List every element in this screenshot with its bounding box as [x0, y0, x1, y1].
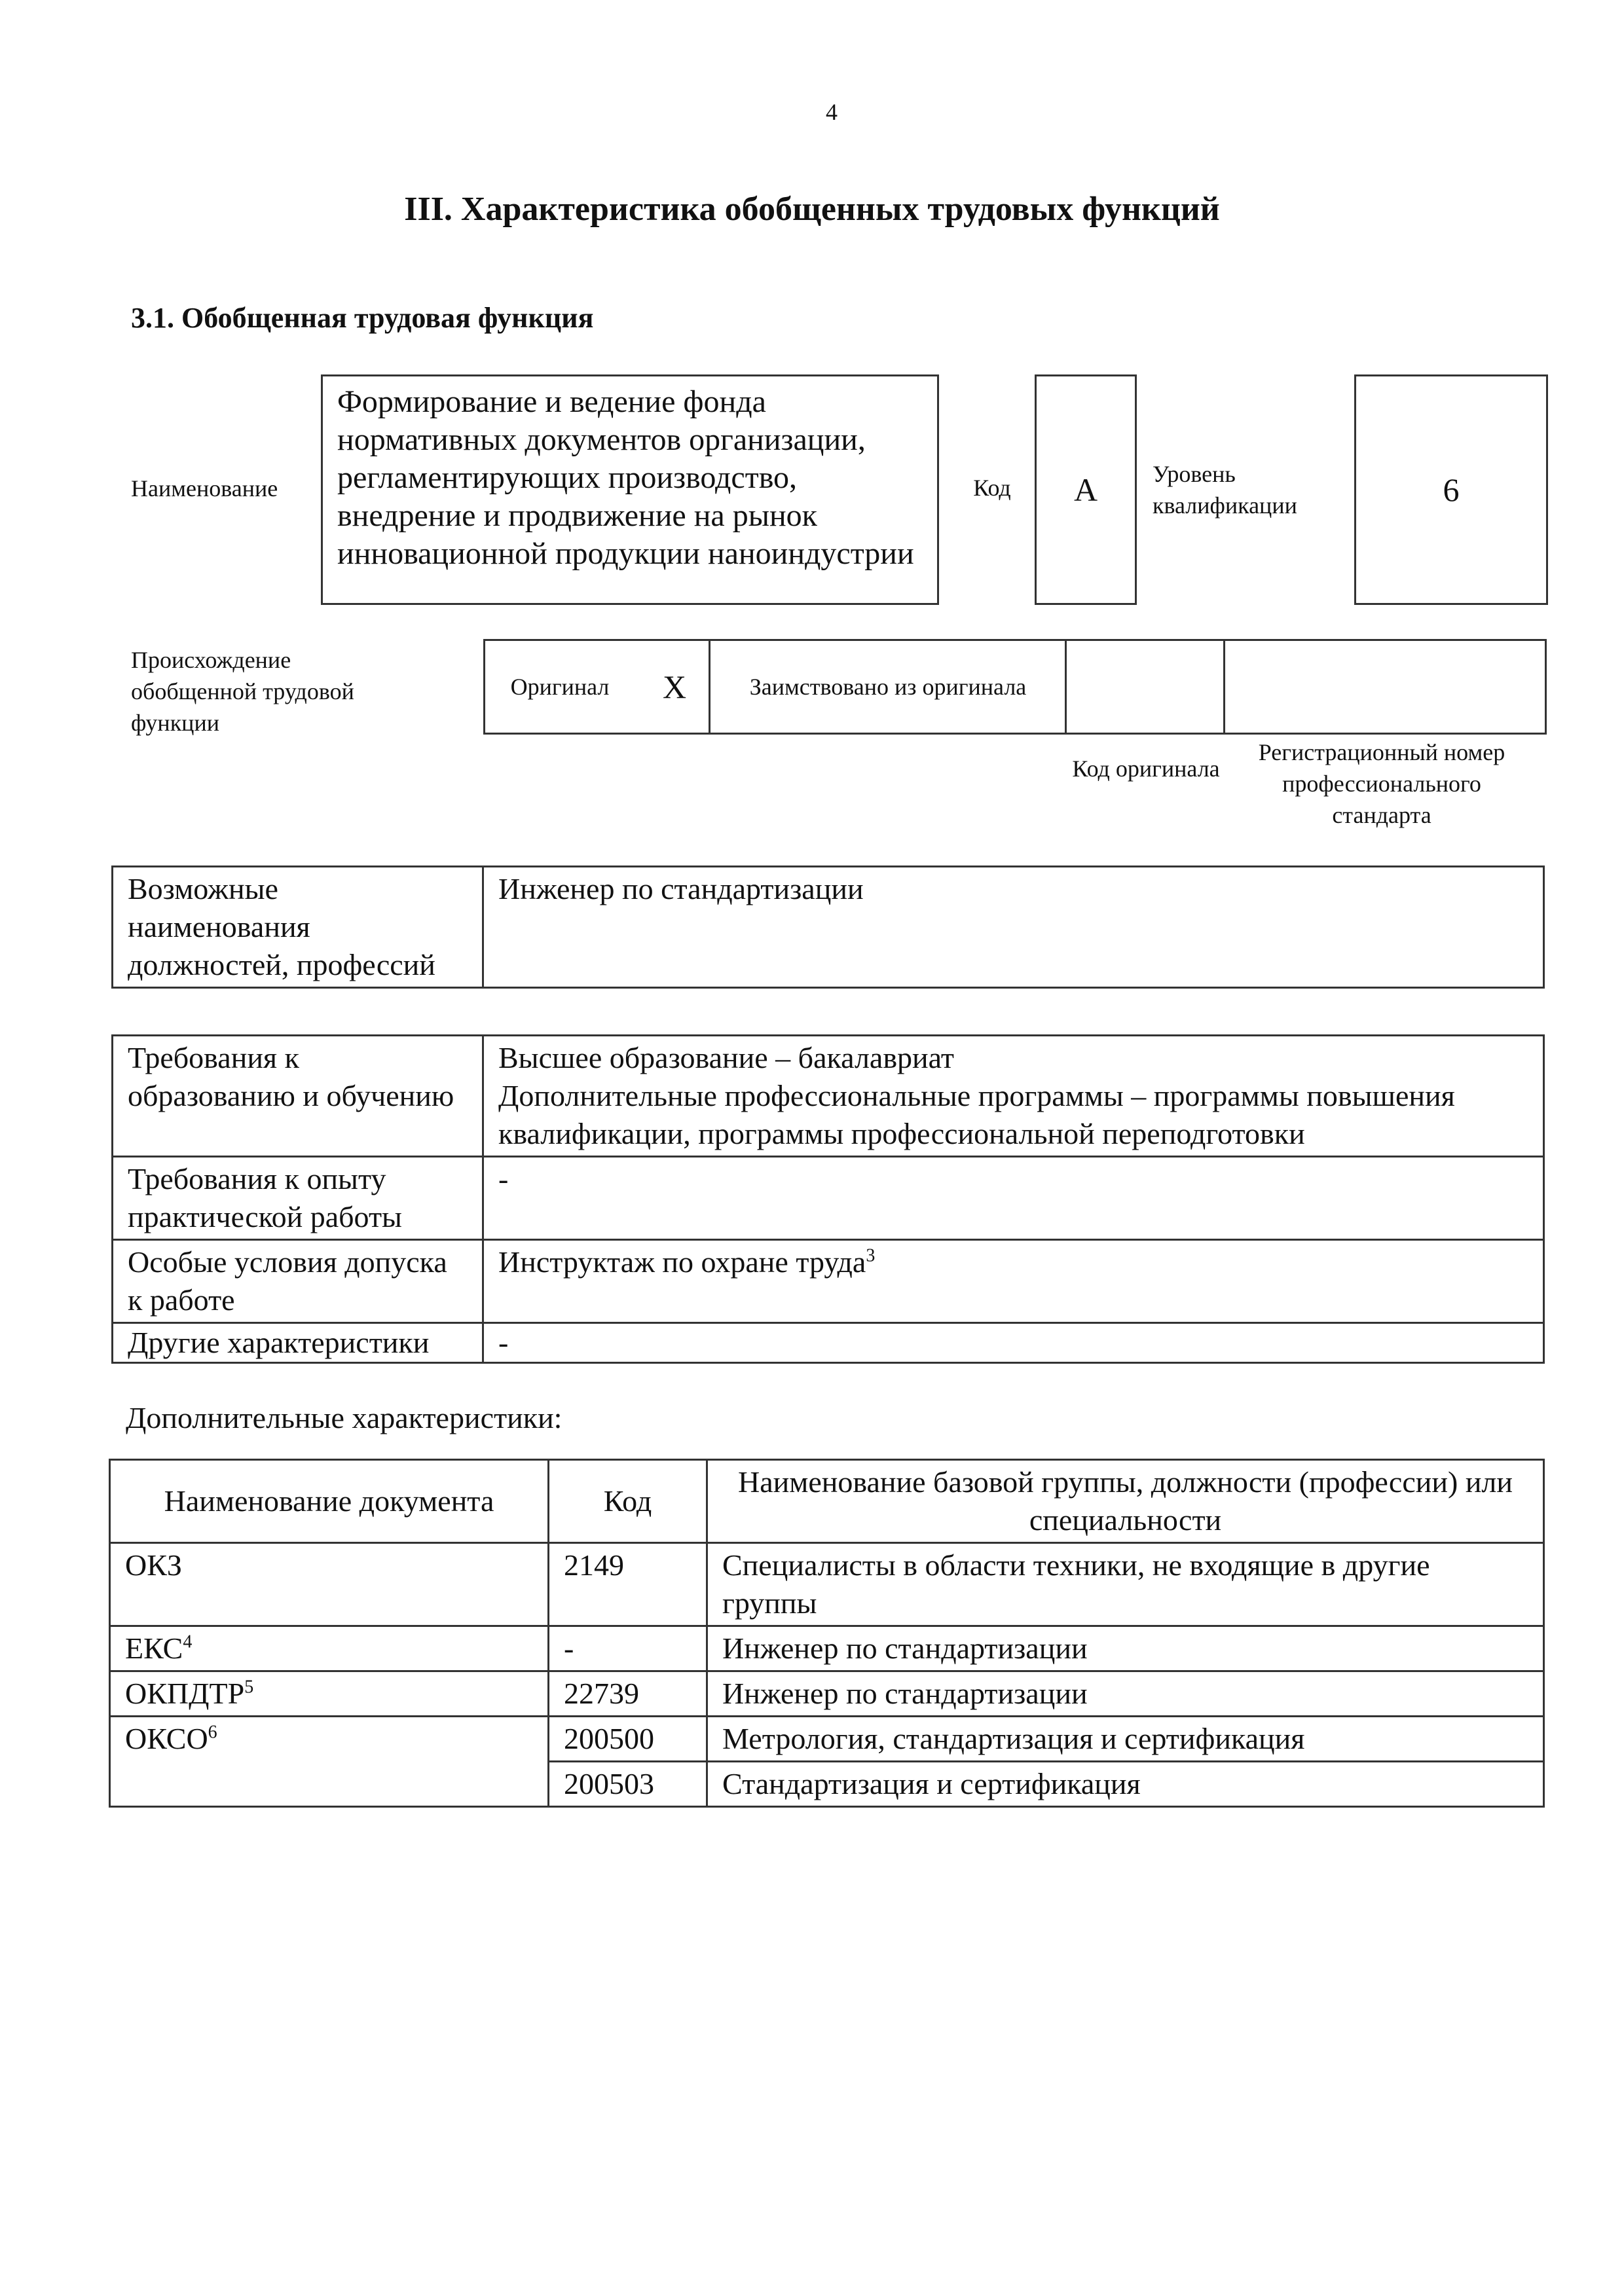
doc-cell [110, 1543, 549, 1626]
name-cell: Инженер по стандартизации [707, 1671, 1544, 1717]
origin-label: Происхождение обобщенной трудовой функции [131, 647, 354, 736]
doc-cell [110, 1717, 549, 1807]
requirement-label: Требования к опыту практической работы [113, 1157, 483, 1240]
code-cell: - [549, 1626, 707, 1671]
positions-label: Возможные наименования должностей, профессий [113, 867, 483, 988]
table-row [113, 1323, 1544, 1363]
doc-cell [110, 1626, 549, 1671]
requirements-table [111, 1034, 1545, 1364]
page-number: 4 [826, 99, 838, 125]
section-title: 3.1. Обобщенная трудовая функция [131, 302, 594, 334]
name-cell: Стандартизация и сертификация [707, 1762, 1544, 1807]
requirement-value: - [483, 1157, 1544, 1240]
doc-name: ОКЗ [125, 1548, 182, 1582]
additional-title: Дополнительные характеристики: [126, 1401, 563, 1434]
table-row [113, 1036, 1544, 1157]
requirement-value: - [483, 1323, 1544, 1363]
borrowed-label: Заимствовано из оригинала [749, 674, 1027, 700]
origin-divider [1223, 639, 1225, 735]
original-label: Оригинал [510, 674, 610, 700]
doc-name: ЕКС [125, 1631, 183, 1665]
footnote-ref: 4 [183, 1631, 193, 1652]
original-mark: Х [662, 668, 687, 705]
origin-divider [709, 639, 710, 735]
reg-number-caption: Регистрационный номер профессионального стандарта [1258, 739, 1505, 828]
requirement-label: Другие характеристики [113, 1323, 483, 1363]
table-row [113, 867, 1544, 988]
code-value: А [1073, 471, 1098, 508]
positions-value: Инженер по стандартизации [483, 867, 1544, 988]
doc-name: ОКПДТР [125, 1677, 245, 1710]
requirement-line: Инструктаж по охране труда [498, 1245, 866, 1279]
table-row [113, 1157, 1544, 1240]
positions-table [111, 866, 1545, 989]
qualification-level-box [1354, 374, 1548, 605]
doc-cell [110, 1671, 549, 1717]
requirement-line: Дополнительные профессиональные программы – программы повышения квалификации, программы профессиональной переподготовки [498, 1079, 1455, 1150]
function-name-box [321, 374, 939, 605]
column-header: Код [549, 1460, 707, 1543]
name-label: Наименование [131, 475, 278, 501]
table-row [110, 1671, 1544, 1717]
table-row [110, 1626, 1544, 1671]
code-cell: 22739 [549, 1671, 707, 1717]
requirement-value [483, 1036, 1544, 1157]
code-label: Код [973, 475, 1011, 501]
column-header: Наименование базовой группы, должности (профессии) или специальности [707, 1460, 1544, 1543]
requirement-line: Высшее образование – бакалавриат [498, 1041, 954, 1074]
table-row [113, 1240, 1544, 1323]
code-value-box [1035, 374, 1137, 605]
origin-divider [1065, 639, 1067, 735]
name-cell: Метрология, стандартизация и сертификация [707, 1717, 1544, 1762]
footnote-ref: 6 [208, 1722, 217, 1743]
table-row [110, 1543, 1544, 1626]
qualification-level-value: 6 [1443, 471, 1460, 508]
name-cell: Инженер по стандартизации [707, 1626, 1544, 1671]
footnote-ref: 5 [244, 1677, 254, 1698]
doc-name: ОКСО [125, 1722, 208, 1755]
code-cell: 2149 [549, 1543, 707, 1626]
requirement-value [483, 1240, 1544, 1323]
footnote-ref: 3 [866, 1245, 876, 1266]
qualification-level-label: Уровень квалификации [1153, 461, 1297, 519]
page-title: III. Характеристика обобщенных трудовых функций [404, 191, 1220, 228]
name-cell: Специалисты в области техники, не входящие в другие группы [707, 1543, 1544, 1626]
additional-table [109, 1459, 1545, 1808]
function-name-value: Формирование и ведение фонда нормативных документов организации, регламентирующих производство, внедрение и продвижение на рынок инновационной продукции наноиндустрии [337, 384, 914, 571]
requirement-label: Требования к образованию и обучению [113, 1036, 483, 1157]
table-row [110, 1717, 1544, 1762]
code-cell: 200500 [549, 1717, 707, 1762]
column-header: Наименование документа [110, 1460, 549, 1543]
table-header-row [110, 1460, 1544, 1543]
code-original-caption: Код оригинала [1072, 756, 1220, 782]
requirement-label: Особые условия допуска к работе [113, 1240, 483, 1323]
code-cell: 200503 [549, 1762, 707, 1807]
